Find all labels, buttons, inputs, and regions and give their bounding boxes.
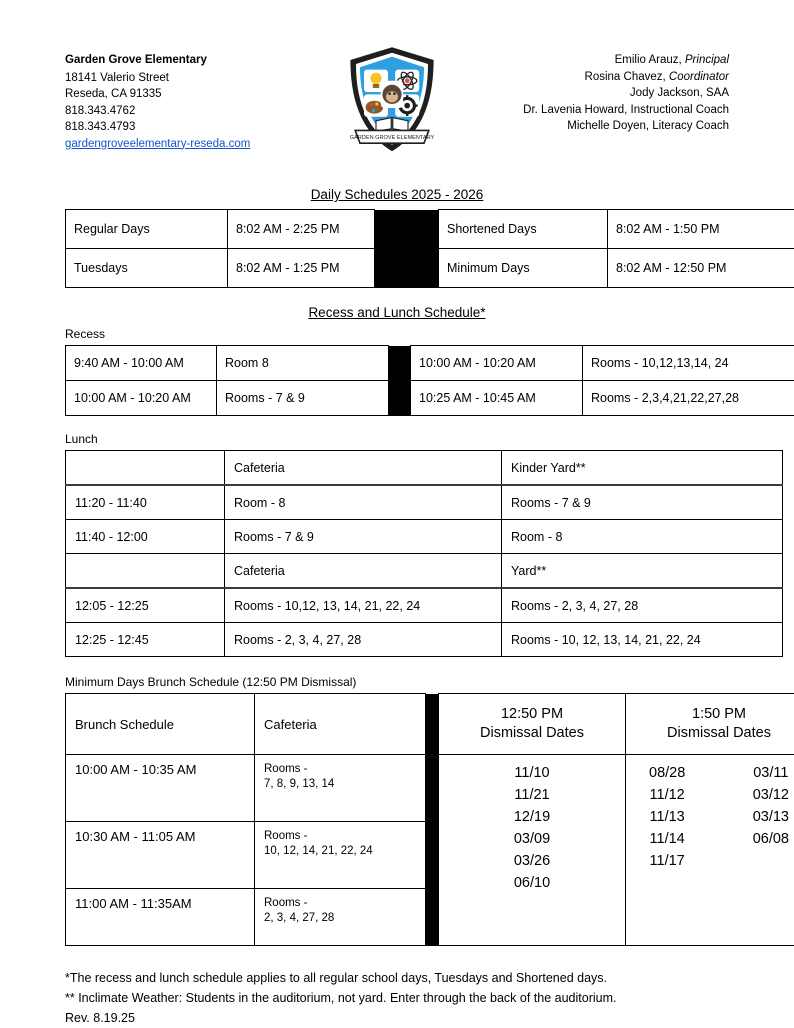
- lunch-cafeteria-rooms: Room - 8: [225, 485, 502, 520]
- daily-left-time: 8:02 AM - 1:25 PM: [228, 249, 375, 288]
- date-item: 11/13: [649, 806, 685, 828]
- date-item: 03/11: [753, 762, 789, 784]
- date-item: 08/28: [649, 762, 685, 784]
- brunch-rooms-line2: 2, 3, 4, 27, 28: [264, 911, 416, 926]
- spacer-column: [426, 694, 439, 946]
- table-row: [66, 554, 783, 589]
- recess-right-rooms: Rooms - 10,12,13,14, 24: [583, 346, 794, 381]
- recess-left-time: 10:00 AM - 10:20 AM: [66, 381, 217, 416]
- brunch-rooms: [255, 822, 426, 889]
- daily-right-label: Shortened Days: [439, 210, 608, 249]
- date-item: 03/13: [753, 806, 789, 828]
- daily-right-time: 8:02 AM - 12:50 PM: [608, 249, 794, 288]
- brunch-rooms-line1: Rooms -: [264, 762, 416, 777]
- brunch-rooms: [255, 755, 426, 822]
- brunch-rooms: [255, 889, 426, 946]
- table-row: [66, 623, 783, 657]
- recess-right-time: 10:25 AM - 10:45 AM: [411, 381, 583, 416]
- brunch-rooms-line2: 10, 12, 14, 21, 22, 24: [264, 844, 416, 859]
- daily-left-time: 8:02 AM - 2:25 PM: [228, 210, 375, 249]
- date-item: 11/10: [448, 762, 616, 784]
- gorilla-face: [386, 91, 398, 102]
- table-row: [66, 588, 783, 623]
- staff-role: Coordinator: [669, 71, 729, 83]
- brunch-header-1250-dismissal: [439, 694, 626, 755]
- palette-dot-yellow: [375, 102, 378, 105]
- footnote-single-asterisk: *The recess and lunch schedule applies to all regular school days, Tuesdays and Shortened days.: [65, 968, 729, 988]
- dismissal-dates-150-list: [626, 755, 794, 946]
- table-row: [66, 520, 783, 554]
- lunch-location-yard: Kinder Yard**: [502, 451, 783, 486]
- table-row: [66, 451, 783, 486]
- staff-name: Michelle Doyen, Literacy Coach: [567, 120, 729, 132]
- revision-note: Rev. 8.19.25: [65, 1008, 729, 1028]
- brunch-time: 10:30 AM - 11:05 AM: [66, 822, 255, 889]
- date-item: 11/21: [448, 784, 616, 806]
- palette-dot-red: [370, 103, 373, 106]
- lunch-cafeteria-rooms: Rooms - 10,12, 13, 14, 21, 22, 24: [225, 588, 502, 623]
- date-item: 11/14: [649, 828, 685, 850]
- table-row: [66, 694, 794, 755]
- daily-left-label: Tuesdays: [66, 249, 228, 288]
- brunch-time: 10:00 AM - 10:35 AM: [66, 755, 255, 822]
- recess-right-rooms: Rooms - 2,3,4,21,22,27,28: [583, 381, 794, 416]
- staff-item: [469, 52, 729, 69]
- lunch-location-cafeteria: Cafeteria: [225, 554, 502, 589]
- dismissal-1250-line1: 12:50 PM: [448, 705, 616, 724]
- date-item: 06/10: [448, 872, 616, 894]
- date-item: 12/19: [448, 806, 616, 828]
- staff-name: Dr. Lavenia Howard, Instructional Coach: [523, 104, 729, 116]
- brunch-schedule-table: [65, 693, 794, 946]
- school-website-link[interactable]: gardengroveelementary-reseda.com: [65, 138, 250, 150]
- staff-role: Principal: [685, 54, 729, 66]
- brunch-schedule-label: Minimum Days Brunch Schedule (12:50 PM Dismissal): [65, 675, 729, 689]
- recess-lunch-title: Recess and Lunch Schedule*: [65, 305, 729, 320]
- dismissal-150-line2: Dismissal Dates: [635, 724, 794, 743]
- lunch-time: 12:25 - 12:45: [66, 623, 225, 657]
- gorilla-eye-left: [388, 92, 391, 95]
- dismissal-1250-line2: Dismissal Dates: [448, 724, 616, 743]
- school-address-line2: Reseda, CA 91335: [65, 86, 315, 103]
- brunch-rooms-line2: 7, 8, 9, 13, 14: [264, 777, 416, 792]
- recess-label: Recess: [65, 327, 729, 341]
- recess-right-time: 10:00 AM - 10:20 AM: [411, 346, 583, 381]
- lunch-cafeteria-rooms: Rooms - 7 & 9: [225, 520, 502, 554]
- staff-name: Rosina Chavez,: [585, 71, 666, 83]
- atom-nucleus: [405, 78, 410, 83]
- brunch-header-cafeteria: Cafeteria: [255, 694, 426, 755]
- daily-right-label: Minimum Days: [439, 249, 608, 288]
- recess-left-rooms: Room 8: [217, 346, 389, 381]
- spacer-column: [375, 210, 439, 288]
- lunch-yard-rooms: Rooms - 2, 3, 4, 27, 28: [502, 588, 783, 623]
- school-logo: [338, 44, 446, 156]
- lunch-yard-rooms: Rooms - 10, 12, 13, 14, 21, 22, 24: [502, 623, 783, 657]
- staff-item: [469, 118, 729, 135]
- school-phone-1: 818.343.4762: [65, 103, 315, 120]
- crest-icon: [344, 44, 440, 156]
- lunch-time: 11:20 - 11:40: [66, 485, 225, 520]
- brunch-rooms-line1: Rooms -: [264, 896, 416, 911]
- dismissal-150-columns: [635, 762, 794, 872]
- dismissal-dates-1250-list: [439, 755, 626, 946]
- table-row: [66, 381, 794, 416]
- table-row: [66, 485, 783, 520]
- date-item: 03/09: [448, 828, 616, 850]
- lunch-label: Lunch: [65, 432, 729, 446]
- staff-item: [469, 102, 729, 119]
- school-info-block: [65, 52, 315, 152]
- brunch-header-schedule: Brunch Schedule: [66, 694, 255, 755]
- lunch-location-yard: Yard**: [502, 554, 783, 589]
- dismissal-150-column-a: [649, 762, 685, 872]
- dismissal-150-line1: 1:50 PM: [635, 705, 794, 724]
- staff-name: Jody Jackson, SAA: [630, 87, 729, 99]
- date-item: 03/26: [448, 850, 616, 872]
- lunch-table: [65, 450, 783, 657]
- daily-right-time: 8:02 AM - 1:50 PM: [608, 210, 794, 249]
- lunch-time: [66, 451, 225, 486]
- gorilla-eye-right: [393, 92, 396, 95]
- date-item: 03/12: [753, 784, 789, 806]
- lightbulb-base: [373, 84, 379, 88]
- lunch-time: 11:40 - 12:00: [66, 520, 225, 554]
- staff-list: [469, 52, 729, 135]
- banner-text: GARDEN GROVE ELEMENTARY: [350, 135, 435, 141]
- school-phone-2: 818.343.4793: [65, 119, 315, 136]
- staff-item: [469, 85, 729, 102]
- table-row: [66, 346, 794, 381]
- lightbulb-icon: [370, 73, 381, 84]
- lunch-time: [66, 554, 225, 589]
- brunch-time: 11:00 AM - 11:35AM: [66, 889, 255, 946]
- lunch-location-cafeteria: Cafeteria: [225, 451, 502, 486]
- dismissal-150-column-b: [753, 762, 789, 872]
- date-item: 11/17: [649, 850, 685, 872]
- school-name: Garden Grove Elementary: [65, 52, 315, 69]
- spacer-column: [389, 346, 411, 416]
- staff-item: [469, 69, 729, 86]
- footnote-double-asterisk: ** Inclimate Weather: Students in the auditorium, not yard. Enter through the back of the auditorium.: [65, 988, 729, 1008]
- date-item: 06/08: [753, 828, 789, 850]
- recess-left-rooms: Rooms - 7 & 9: [217, 381, 389, 416]
- daily-schedules-title: Daily Schedules 2025 - 2026: [65, 187, 729, 202]
- staff-name: Emilio Arauz,: [615, 54, 682, 66]
- document-header: [65, 0, 729, 170]
- palette-dot-blue: [372, 109, 375, 112]
- brunch-header-150-dismissal: [626, 694, 794, 755]
- daily-schedules-table: [65, 209, 794, 288]
- footnotes-block: [65, 968, 729, 1028]
- recess-left-time: 9:40 AM - 10:00 AM: [66, 346, 217, 381]
- recess-table: [65, 345, 794, 416]
- date-item: 11/12: [649, 784, 685, 806]
- table-row: [66, 210, 794, 249]
- brunch-rooms-line1: Rooms -: [264, 829, 416, 844]
- daily-left-label: Regular Days: [66, 210, 228, 249]
- lunch-yard-rooms: Rooms - 7 & 9: [502, 485, 783, 520]
- lunch-time: 12:05 - 12:25: [66, 588, 225, 623]
- school-address-line1: 18141 Valerio Street: [65, 70, 315, 87]
- lunch-yard-rooms: Room - 8: [502, 520, 783, 554]
- lunch-cafeteria-rooms: Rooms - 2, 3, 4, 27, 28: [225, 623, 502, 657]
